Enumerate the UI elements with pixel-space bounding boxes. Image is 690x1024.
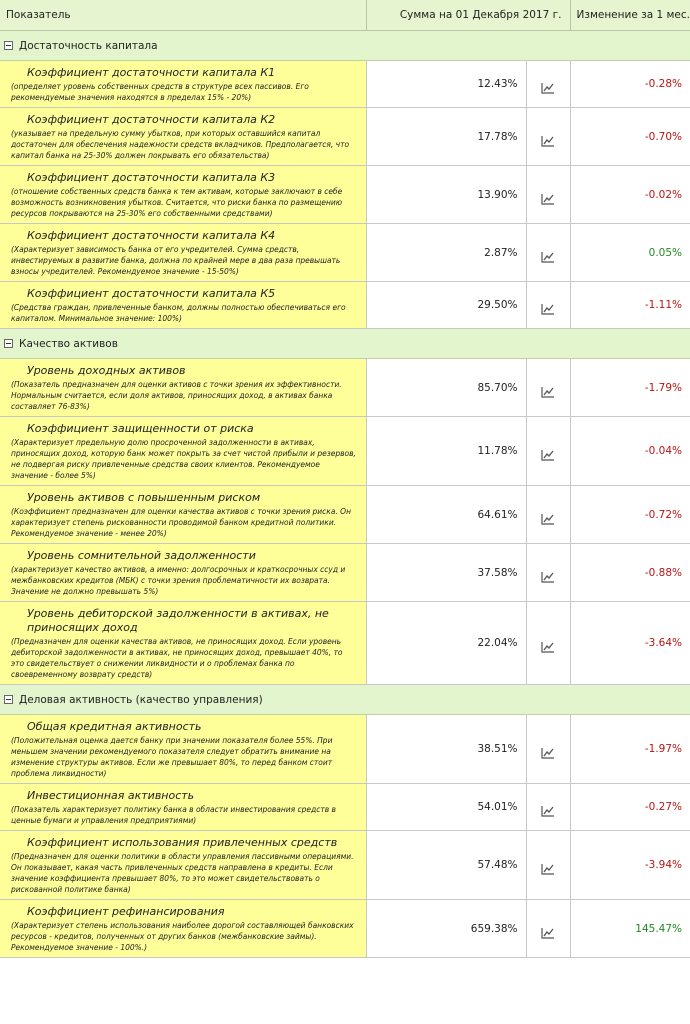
line-chart-icon[interactable]: [541, 924, 555, 936]
collapse-minus-icon[interactable]: [4, 41, 13, 50]
indicator-cell: [0, 282, 366, 329]
section-title: Достаточность капитала: [19, 39, 158, 52]
indicator-value: 13.90%: [366, 166, 526, 224]
collapse-minus-icon[interactable]: [4, 695, 13, 704]
indicator-value: 38.51%: [366, 715, 526, 784]
line-chart-icon[interactable]: [541, 802, 555, 814]
table-row: [0, 61, 690, 108]
chart-button[interactable]: [526, 61, 570, 108]
indicator-change: -3.94%: [570, 831, 690, 900]
section-title: Деловая активность (качество управления): [19, 693, 263, 706]
chart-button[interactable]: [526, 784, 570, 831]
indicator-title: Уровень дебиторской задолженности в активах, не приносящих доход: [27, 607, 329, 634]
table-row: [0, 282, 690, 329]
indicator-change: -1.79%: [570, 359, 690, 417]
indicator-title: Инвестиционная активность: [27, 789, 195, 802]
indicator-description: (Коэффициент предназначен для оценки качества активов с точки зрения риска. Он характеризует степень рискованности проводимой банком кредитной политики. Рекомендуемое значение - менее 20%): [11, 507, 351, 538]
indicator-description: (Средства граждан, привлеченные банком, должны полностью обеспечиваться его капиталом. Минимальное значение: 100%): [11, 303, 346, 323]
line-chart-icon[interactable]: [541, 860, 555, 872]
chart-button[interactable]: [526, 224, 570, 282]
indicator-value: 54.01%: [366, 784, 526, 831]
indicator-value: 85.70%: [366, 359, 526, 417]
indicator-description: (Показатель предназначен для оценки активов с точки зрения их эффективности. Нормальным считается, если доля активов, приносящих доход, в активах банка составляет 76-83%): [11, 380, 342, 411]
table-row: [0, 715, 690, 784]
indicator-change: -0.27%: [570, 784, 690, 831]
indicator-description: (отношение собственных средств банка к тем активам, которые заключают в себе возможность возникновения убытков. Считается, что риски банка по размещению ресурсов покрываются на 25-30% его собственными средствами): [11, 187, 343, 218]
indicator-value: 11.78%: [366, 417, 526, 486]
indicator-title: Коэффициент защищенности от риска: [27, 422, 254, 435]
indicator-value: 57.48%: [366, 831, 526, 900]
indicator-change: 145.47%: [570, 900, 690, 958]
indicator-title: Уровень активов с повышенным риском: [27, 491, 261, 504]
chart-button[interactable]: [526, 900, 570, 958]
table-row: [0, 831, 690, 900]
table-body: [0, 31, 690, 958]
chart-button[interactable]: [526, 108, 570, 166]
indicator-cell: [0, 831, 366, 900]
line-chart-icon[interactable]: [541, 510, 555, 522]
indicator-change: -1.11%: [570, 282, 690, 329]
indicator-value: 12.43%: [366, 61, 526, 108]
chart-button[interactable]: [526, 166, 570, 224]
indicator-title: Коэффициент достаточности капитала К3: [27, 171, 276, 184]
table-row: [0, 486, 690, 544]
indicator-cell: [0, 715, 366, 784]
table-row: [0, 359, 690, 417]
indicator-title: Коэффициент достаточности капитала К2: [27, 113, 276, 126]
header-sum[interactable]: Сумма на 01 Декабря 2017 г.: [366, 0, 570, 31]
indicator-change: -0.04%: [570, 417, 690, 486]
section-title: Качество активов: [19, 337, 118, 350]
line-chart-icon[interactable]: [541, 383, 555, 395]
table-row: [0, 224, 690, 282]
indicator-value: 64.61%: [366, 486, 526, 544]
indicator-description: (Характеризует степень использования наиболее дорогой составляющей банковских ресурсов - кредитов, полученных от других банков (межбанковские займы). Рекомендуемое значение - 100%.): [11, 921, 354, 952]
indicator-cell: [0, 544, 366, 602]
indicator-change: 0.05%: [570, 224, 690, 282]
line-chart-icon[interactable]: [541, 132, 555, 144]
line-chart-icon[interactable]: [541, 568, 555, 580]
indicator-description: (определяет уровень собственных средств в структуре всех пассивов. Его рекомендуемые значения находятся в пределах 15% - 20%): [11, 82, 309, 102]
line-chart-icon[interactable]: [541, 446, 555, 458]
chart-button[interactable]: [526, 359, 570, 417]
indicator-value: 2.87%: [366, 224, 526, 282]
indicator-title: Коэффициент достаточности капитала К1: [27, 66, 276, 79]
indicator-title: Коэффициент использования привлеченных средств: [27, 836, 338, 849]
table-row: [0, 900, 690, 958]
line-chart-icon[interactable]: [541, 300, 555, 312]
indicator-description: (Предназначен для оценки политики в области управления пассивными операциями. Он показывает, какая часть привлеченных средств направлена в кредиты. Если значение коэффициента превышает 80%, то это может свидетельствовать о рискованной политике банка): [11, 852, 354, 894]
line-chart-icon[interactable]: [541, 79, 555, 91]
indicator-value: 37.58%: [366, 544, 526, 602]
indicator-value: 17.78%: [366, 108, 526, 166]
chart-button[interactable]: [526, 715, 570, 784]
indicator-change: -1.97%: [570, 715, 690, 784]
indicator-cell: [0, 784, 366, 831]
indicator-cell: [0, 900, 366, 958]
indicator-title: Коэффициент достаточности капитала К4: [27, 229, 276, 242]
indicator-cell: [0, 61, 366, 108]
indicator-change: -0.02%: [570, 166, 690, 224]
indicator-description: (указывает на предельную сумму убытков, при которых оставшийся капитал достаточен для обеспечения надежности средств вкладчиков. Предполагается, что капитал банка на 25-30% должен покрывать его обязательства): [11, 129, 350, 160]
table-row: [0, 166, 690, 224]
table-row: [0, 784, 690, 831]
indicator-description: (Характеризует зависимость банка от его учредителей. Сумма средств, инвестируемых в развитие банка, должна по крайней мере в два раза превышать взносы учредителей. Рекомендуемое значение - 15-50%): [11, 245, 341, 276]
indicator-cell: [0, 108, 366, 166]
table-header-row: [0, 0, 690, 31]
indicator-description: (Показатель характеризует политику банка в области инвестирования средств в ценные бумаги и управления предприятиями): [11, 805, 336, 825]
chart-button[interactable]: [526, 831, 570, 900]
section-header[interactable]: [0, 31, 690, 61]
section-cell: [0, 329, 690, 359]
section-cell: [0, 685, 690, 715]
indicator-description: (Положительная оценка дается банку при значении показателя более 55%. При меньшем значении рекомендуемого показателя следует обратить внимание на изменение структуры активов. Если же превышает 80%, то перед банком стоит проблема ликвидности): [11, 736, 333, 778]
indicator-change: -0.28%: [570, 61, 690, 108]
indicator-change: -0.70%: [570, 108, 690, 166]
indicator-cell: [0, 486, 366, 544]
indicator-title: Уровень доходных активов: [27, 364, 186, 377]
indicator-change: -0.88%: [570, 544, 690, 602]
header-indicator[interactable]: Показатель: [0, 0, 366, 31]
indicator-description: (Характеризует предельную долю просроченной задолженности в активах, приносящих доход, которую банк может покрыть за счет чистой прибыли и резервов, не подвергая риску привлеченные средства своих клиентов. Рекомендуемое значение - более 5%): [11, 438, 356, 480]
chart-button[interactable]: [526, 417, 570, 486]
chart-button[interactable]: [526, 282, 570, 329]
indicator-title: Общая кредитная активность: [27, 720, 202, 733]
chart-button[interactable]: [526, 486, 570, 544]
indicator-value: 29.50%: [366, 282, 526, 329]
indicator-description: (характеризует качество активов, а именно: долгосрочных и краткосрочных ссуд и межбанковских кредитов (МБК) с точки зрения проблематичности их возврата. Значение не должно превышать 5%): [11, 565, 346, 596]
table-row: [0, 417, 690, 486]
chart-button[interactable]: [526, 544, 570, 602]
indicator-title: Коэффициент рефинансирования: [27, 905, 225, 918]
indicator-description: (Предназначен для оценки качества активов, не приносящих доход. Если уровень дебиторской задолженности в активах, не приносящих доход, превышает 40%, то это свидетельствует о снижении ликвидности и о проблемах банка по своевременному возврату средств): [11, 637, 343, 679]
line-chart-icon[interactable]: [541, 638, 555, 650]
section-header[interactable]: [0, 329, 690, 359]
section-cell: [0, 31, 690, 61]
indicator-cell: [0, 602, 366, 685]
header-change[interactable]: Изменение за 1 мес.: [570, 0, 690, 31]
table-row: [0, 108, 690, 166]
line-chart-icon[interactable]: [541, 190, 555, 202]
line-chart-icon[interactable]: [541, 744, 555, 756]
collapse-minus-icon[interactable]: [4, 339, 13, 348]
indicator-cell: [0, 417, 366, 486]
indicator-title: Уровень сомнительной задолженности: [27, 549, 256, 562]
table-row: [0, 602, 690, 685]
indicator-title: Коэффициент достаточности капитала К5: [27, 287, 276, 300]
chart-button[interactable]: [526, 602, 570, 685]
line-chart-icon[interactable]: [541, 248, 555, 260]
indicator-value: 659.38%: [366, 900, 526, 958]
section-header[interactable]: [0, 685, 690, 715]
table-row: [0, 544, 690, 602]
indicator-change: -0.72%: [570, 486, 690, 544]
indicator-value: 22.04%: [366, 602, 526, 685]
indicator-cell: [0, 166, 366, 224]
indicator-change: -3.64%: [570, 602, 690, 685]
indicator-cell: [0, 359, 366, 417]
indicator-cell: [0, 224, 366, 282]
